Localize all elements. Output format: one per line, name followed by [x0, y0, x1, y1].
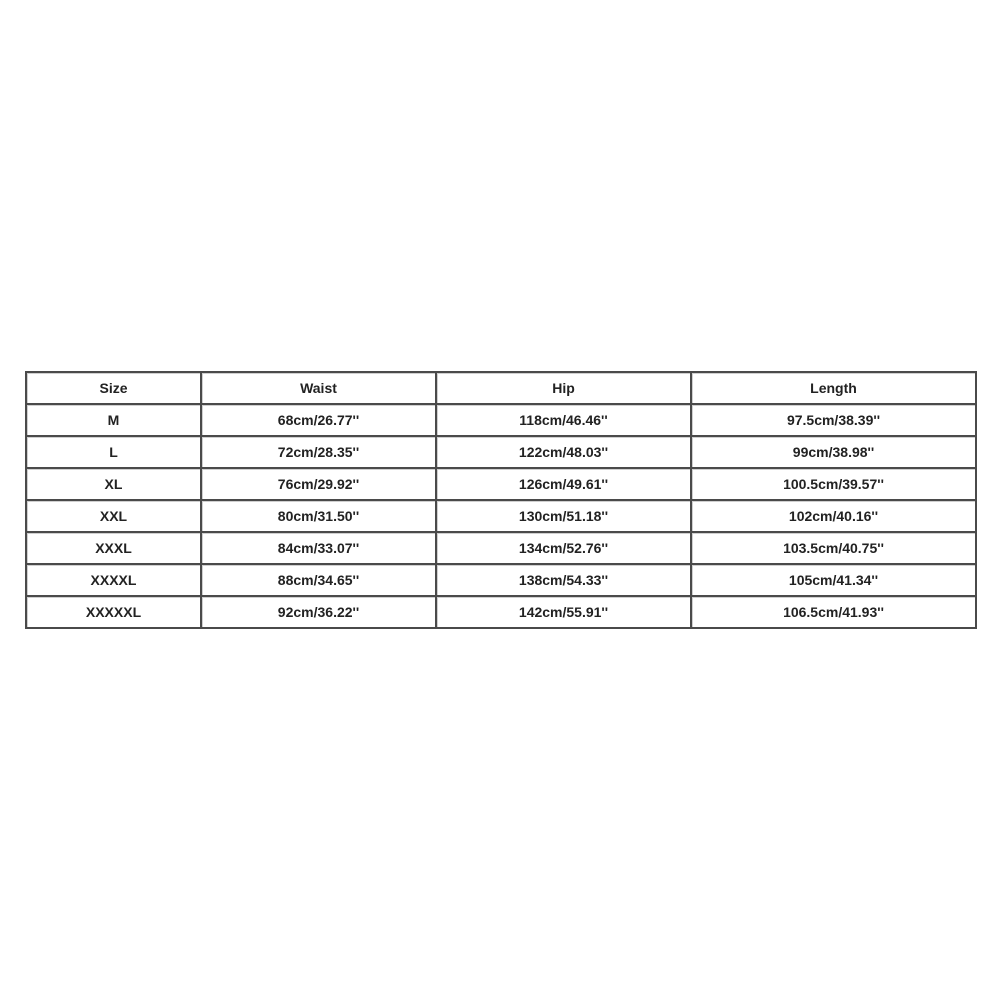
header-waist: Waist	[202, 373, 437, 405]
cell-size: XXXXXL	[27, 597, 202, 629]
cell-waist: 84cm/33.07''	[202, 533, 437, 565]
cell-waist: 92cm/36.22''	[202, 597, 437, 629]
cell-waist: 80cm/31.50''	[202, 501, 437, 533]
cell-hip: 126cm/49.61''	[437, 469, 692, 501]
cell-hip: 118cm/46.46''	[437, 405, 692, 437]
table-row	[27, 565, 977, 597]
cell-length: 99cm/38.98''	[692, 437, 977, 469]
cell-length: 100.5cm/39.57''	[692, 469, 977, 501]
cell-hip: 142cm/55.91''	[437, 597, 692, 629]
cell-size: XXXL	[27, 533, 202, 565]
cell-hip: 122cm/48.03''	[437, 437, 692, 469]
cell-length: 97.5cm/38.39''	[692, 405, 977, 437]
cell-size: L	[27, 437, 202, 469]
header-length: Length	[692, 373, 977, 405]
cell-size: M	[27, 405, 202, 437]
header-size: Size	[27, 373, 202, 405]
cell-waist: 88cm/34.65''	[202, 565, 437, 597]
cell-waist: 68cm/26.77''	[202, 405, 437, 437]
cell-size: XXL	[27, 501, 202, 533]
table-header	[27, 373, 977, 405]
header-row	[27, 373, 977, 405]
table-row	[27, 437, 977, 469]
table-row	[27, 597, 977, 629]
cell-waist: 72cm/28.35''	[202, 437, 437, 469]
table-row	[27, 533, 977, 565]
cell-length: 106.5cm/41.93''	[692, 597, 977, 629]
table-row	[27, 469, 977, 501]
cell-length: 103.5cm/40.75''	[692, 533, 977, 565]
cell-hip: 138cm/54.33''	[437, 565, 692, 597]
cell-hip: 130cm/51.18''	[437, 501, 692, 533]
table-row	[27, 501, 977, 533]
cell-length: 102cm/40.16''	[692, 501, 977, 533]
cell-waist: 76cm/29.92''	[202, 469, 437, 501]
table-row	[27, 405, 977, 437]
header-hip: Hip	[437, 373, 692, 405]
table-body	[27, 405, 977, 629]
cell-length: 105cm/41.34''	[692, 565, 977, 597]
cell-hip: 134cm/52.76''	[437, 533, 692, 565]
cell-size: XXXXL	[27, 565, 202, 597]
cell-size: XL	[27, 469, 202, 501]
size-chart-table	[25, 371, 977, 629]
